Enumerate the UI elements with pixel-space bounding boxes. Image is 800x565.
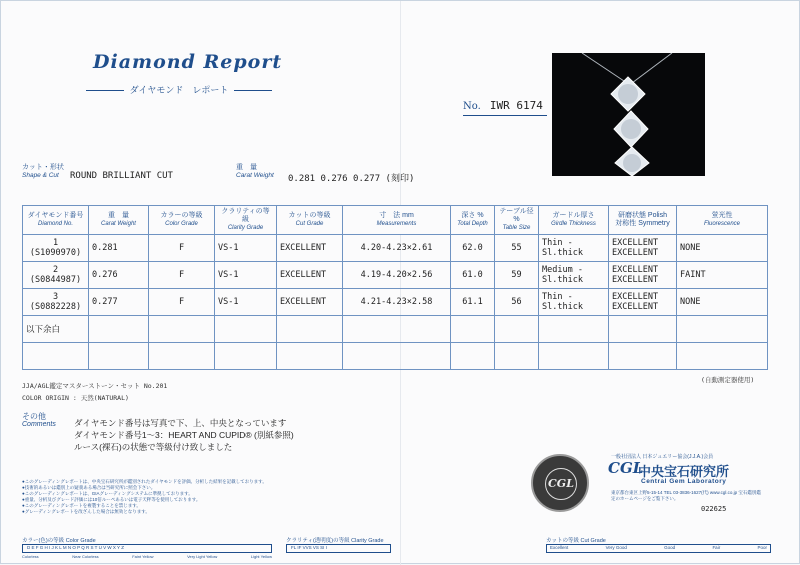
comment-line: ダイヤモンド番号1～3：HEART AND CUPID® (別紙参照) [74, 430, 294, 440]
fluorescence-cell: NONE [677, 289, 768, 316]
weight-value: 0.281 0.276 0.277 (刻印) [288, 174, 415, 184]
lab-membership: 一般社団法人 日本ジュエリー協会(J.J.A.)会員 [611, 454, 714, 460]
color-cell: F [149, 262, 215, 289]
fluorescence-cell: FAINT [677, 262, 768, 289]
color-origin-note: COLOR ORIGIN : 天然(NATURAL) [22, 394, 129, 402]
diamond-no-cell: 3 (S0882228) [23, 289, 89, 316]
comment-line: ダイヤモンド番号は写真で下、上、中央となっています [74, 418, 287, 428]
shape-cut-field [22, 164, 64, 180]
color-scale: D E F G H I J K L M N O P Q R S T U V W X Y Z [22, 544, 272, 553]
comments-label-jp: その他 [22, 412, 46, 421]
table-row [23, 316, 768, 343]
report-number-label: No. [463, 101, 481, 112]
weight-field [236, 164, 274, 180]
report-number [463, 99, 547, 116]
serial-number: 022625 [701, 505, 727, 513]
cut-scale-title: カットの等級 Cut Grade [546, 538, 606, 544]
polish-symmetry-cell: EXCELLENT EXCELLENT [609, 262, 677, 289]
header-fluorescence: 蛍光性 Fluorescence [677, 206, 768, 235]
comment-line: ルース(裸石)の状態で等級付け致しました [74, 442, 233, 452]
remainder-cell: 以下余白 [23, 316, 89, 343]
color-cell: F [149, 289, 215, 316]
header-diamond-no: ダイヤモンド番号 Diamond No. [23, 206, 89, 235]
girdle-cell: Thin - Sl.thick [539, 235, 609, 262]
table-row-empty [23, 343, 768, 370]
lab-name: 中央宝石研究所 [638, 464, 730, 479]
lab-seal-icon: CGL [531, 454, 589, 512]
pendant-image [552, 53, 705, 176]
report-title: Diamond Report [93, 51, 283, 73]
weight-cell: 0.277 [89, 289, 149, 316]
header-measurements: 寸 法 mm Measurements [343, 206, 451, 235]
weight-label-jp: 重 量 [236, 164, 257, 171]
header-girdle: ガードル厚さ Girdle Thickness [539, 206, 609, 235]
table-row [23, 289, 768, 316]
color-cell: F [149, 235, 215, 262]
shape-label-jp: カット・形状 [22, 164, 64, 171]
weight-cell: 0.276 [89, 262, 149, 289]
header-depth: 深さ % Total Depth [451, 206, 495, 235]
cut-cell: EXCELLENT [277, 262, 343, 289]
instrument-note: (自動測定器使用) [701, 376, 755, 384]
table-size-cell: 59 [495, 262, 539, 289]
cut-cell: EXCELLENT [277, 235, 343, 262]
grading-table [22, 205, 768, 370]
table-size-cell: 56 [495, 289, 539, 316]
fineprint: ●このグレーディングレポートは、中央宝石研究所が鑑別されたダイヤモンドを評価、分析した結果を記載しております。 ●技術的あるいは鑑別上の疑義ある場合は当研究所に照会下さい。 ●このグレーディングレポートは、GIAグレーディングシステムに準拠しております。 ●重量、分析及びグレード評価には10倍ルーペあるいは電子天秤等を使用しております。 ●このグレーディングレポートを複製することを禁じます。 ●グレーディングレポートを改ざんした場合は無効となります。 [22, 479, 267, 514]
depth-cell: 61.0 [451, 262, 495, 289]
clarity-cell: VS-1 [215, 262, 277, 289]
polish-symmetry-cell: EXCELLENT EXCELLENT [609, 289, 677, 316]
header-table-size: テーブル径 % Table Size [495, 206, 539, 235]
lab-address: 東京都台東区上野5-15-14 TEL 03-3836-1627(代) www.cgl.co.jp 宝石鑑別鑑定のホームページをご覧下さい。 [611, 490, 761, 501]
table-row [23, 262, 768, 289]
cut-cell: EXCELLENT [277, 289, 343, 316]
girdle-cell: Thin - Sl.thick [539, 289, 609, 316]
polish-symmetry-cell: EXCELLENT EXCELLENT [609, 235, 677, 262]
depth-cell: 61.1 [451, 289, 495, 316]
color-scale-groups: Colorless Near Colorless Faint Yellow Very Light Yellow Light Yellow [22, 554, 272, 559]
header-clarity: クラリティの等級 Clarity Grade [215, 206, 277, 235]
weight-label-en: Carat Weight [236, 172, 274, 179]
shape-cut-value: ROUND BRILLIANT CUT [70, 171, 173, 181]
table-row [23, 235, 768, 262]
shape-label-en: Shape & Cut [22, 172, 59, 179]
measurements-cell: 4.21-4.23×2.58 [343, 289, 451, 316]
header-weight: 重 量 Carat Weight [89, 206, 149, 235]
clarity-scale: FL IF VVS VS SI I [286, 544, 391, 553]
cgl-logo-icon: CGL [608, 459, 644, 477]
report-subtitle: ダイヤモンド レポート [79, 83, 279, 96]
lab-name-en: Central Gem Laboratory [641, 478, 727, 485]
cut-scale: Excellent Very Good Good Fair Poor [546, 544, 771, 553]
measurements-cell: 4.19-4.20×2.56 [343, 262, 451, 289]
report-number-value: IWR 6174 [489, 99, 543, 112]
diamond-no-cell: 1 (S1090970) [23, 235, 89, 262]
header-color: カラーの等級 Color Grade [149, 206, 215, 235]
clarity-cell: VS-1 [215, 235, 277, 262]
table-size-cell: 55 [495, 235, 539, 262]
color-scale-title: カラー(色)の等級 Color Grade [22, 538, 96, 544]
diamond-photo [552, 53, 705, 176]
clarity-scale-title: クラリティ(透明度)の等級 Clarity Grade [286, 538, 384, 544]
measurements-cell: 4.20-4.23×2.61 [343, 235, 451, 262]
comments-label [22, 413, 56, 429]
comments-label-en: Comments [22, 421, 56, 428]
table-header-row [23, 206, 768, 235]
weight-cell: 0.281 [89, 235, 149, 262]
girdle-cell: Medium - Sl.thick [539, 262, 609, 289]
header-polish-symmetry: 研磨状態 Polish 対称性 Symmetry [609, 206, 677, 235]
diamond-no-cell: 2 (S0844987) [23, 262, 89, 289]
fluorescence-cell: NONE [677, 235, 768, 262]
depth-cell: 62.0 [451, 235, 495, 262]
clarity-cell: VS-1 [215, 289, 277, 316]
master-stone-note: JJA/AGL鑑定マスターストーン・セット No.201 [22, 382, 168, 390]
header-cut: カットの等級 Cut Grade [277, 206, 343, 235]
comments-text [74, 417, 294, 453]
